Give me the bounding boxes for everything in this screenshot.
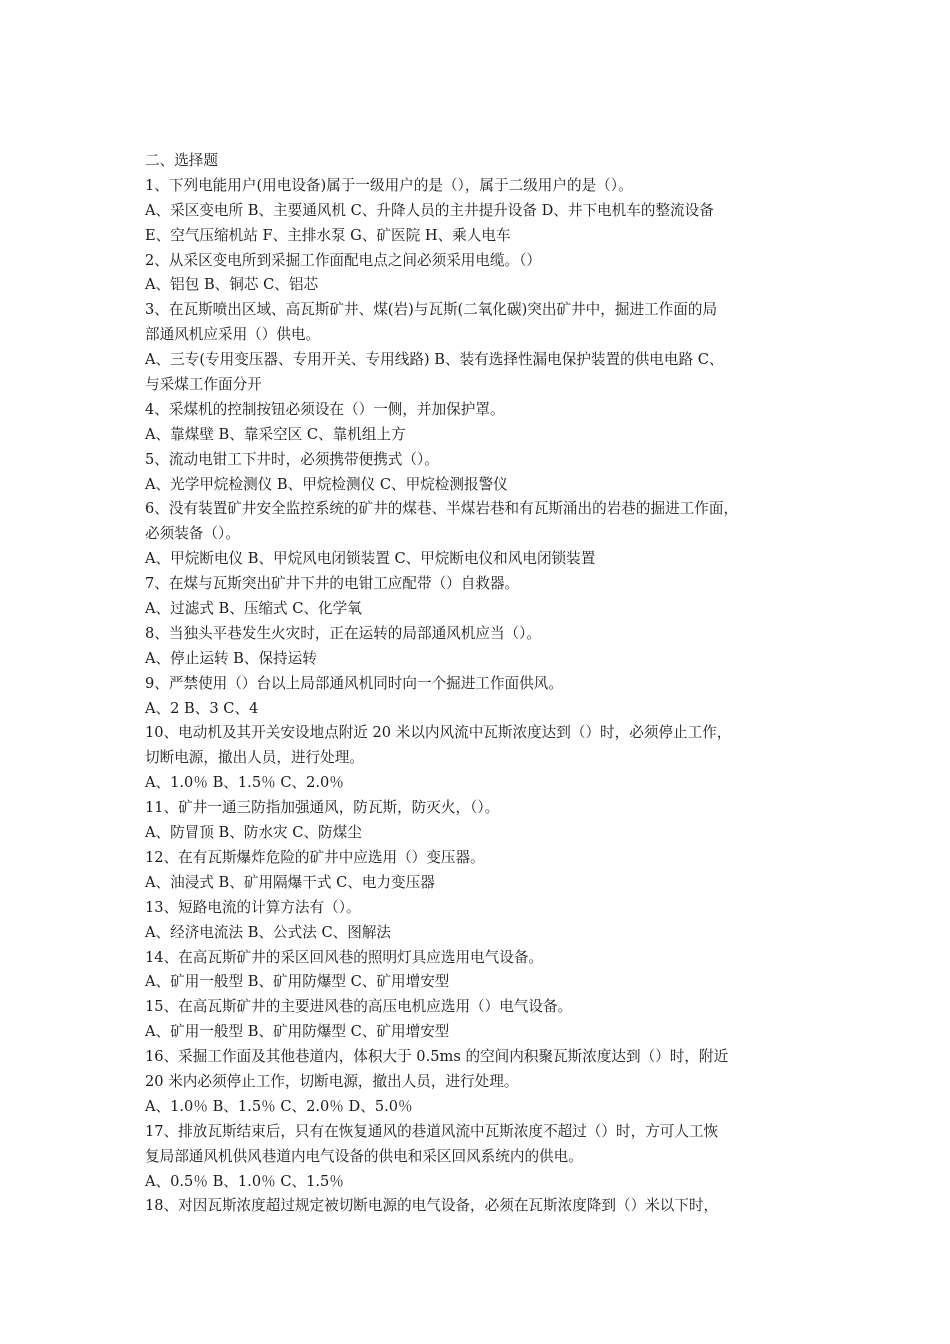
question-line: 11、矿井一通三防指加强通风，防瓦斯，防灭火，（）。 — [145, 799, 500, 817]
answer-options-line: A、采区变电所 B、主要通风机 C、升降人员的主井提升设备 D、井下电机车的整流设备 — [145, 201, 714, 219]
text-line: 复局部通风机供风巷道内电气设备的供电和采区回风系统内的供电。 — [145, 1147, 583, 1165]
answer-options-line: A、经济电流法 B、公式法 C、图解法 — [145, 923, 392, 941]
question-line: 17、排放瓦斯结束后，只有在恢复通风的巷道风流中瓦斯浓度不超过（）时，方可人工恢 — [145, 1122, 719, 1140]
text-line: 必须装备（）。 — [145, 525, 240, 543]
answer-options-line: A、防冒顶 B、防水灾 C、防煤尘 — [145, 824, 362, 842]
question-line: 13、短路电流的计算方法有（）。 — [145, 898, 361, 916]
answer-options-line: A、矿用一般型 B、矿用防爆型 C、矿用增安型 — [145, 1023, 450, 1041]
answer-options-line: A、矿用一般型 B、矿用防爆型 C、矿用增安型 — [145, 973, 450, 991]
answer-options-line: A、停止运转 B、保持运转 — [145, 649, 317, 667]
question-line: 2、从采区变电所到采掘工作面配电点之间必须采用电缆。（） — [145, 251, 542, 269]
answer-options-line: A、靠煤壁 B、靠采空区 C、靠机组上方 — [145, 425, 406, 443]
answer-options-line: A、1.0％ B、1.5％ C、2.0％ D、5.0％ — [145, 1097, 413, 1115]
question-line: 5、流动电钳工下井时，必须携带便携式（）。 — [145, 450, 439, 468]
text-line: 切断电源，撤出人员，进行处理。 — [145, 749, 364, 767]
question-line: 10、电动机及其开关安设地点附近 20 米以内风流中瓦斯浓度达到（）时，必须停止工作， — [145, 724, 732, 742]
question-line: 14、在高瓦斯矿井的采区回风巷的照明灯具应选用电气设备。 — [145, 948, 544, 966]
answer-options-line: A、甲烷断电仪 B、甲烷风电闭锁装置 C、甲烷断电仪和风电闭锁装置 — [145, 550, 596, 568]
section-heading: 二、选择题 — [145, 152, 218, 169]
question-line: 18、对因瓦斯浓度超过规定被切断电源的电气设备，必须在瓦斯浓度降到（）米以下时， — [145, 1197, 719, 1215]
question-line: 6、没有装置矿井安全监控系统的矿井的煤巷、半煤岩巷和有瓦斯涌出的岩巷的掘进工作面， — [145, 500, 739, 518]
question-line: 16、采掘工作面及其他巷道内，体积大于 0.5ms 的空间内积聚瓦斯浓度达到（）时，附近 — [145, 1048, 729, 1066]
question-line: 9、严禁使用（）台以上局部通风机同时向一个掘进工作面供风。 — [145, 674, 563, 692]
question-line: 7、在煤与瓦斯突出矿井下井的电钳工应配带（）自救器。 — [145, 575, 520, 593]
answer-options-line: A、三专(专用变压器、专用开关、专用线路) B、装有选择性漏电保护装置的供电电路 C、 — [145, 351, 724, 369]
text-line: 20 米内必须停止工作，切断电源，撤出人员，进行处理。 — [145, 1072, 519, 1090]
question-line: 4、采煤机的控制按钮必须设在（）一侧，并加保护罩。 — [145, 400, 505, 418]
document-body — [145, 149, 817, 1219]
question-line: 12、在有瓦斯爆炸危险的矿井中应选用（）变压器。 — [145, 848, 485, 866]
text-line: 部通风机应采用（）供电。 — [145, 326, 321, 344]
answer-options-line: A、0.5％ B、1.0％ C、1.5％ — [145, 1172, 344, 1190]
question-line: 8、当独头平巷发生火灾时，正在运转的局部通风机应当（）。 — [145, 624, 542, 642]
answer-options-line: A、2 B、3 C、4 — [145, 699, 259, 717]
question-line: 3、在瓦斯喷出区域、高瓦斯矿井、煤(岩)与瓦斯(二氧化碳)突出矿井中，掘进工作面的局 — [145, 301, 718, 319]
answer-options-line: A、铝包 B、铜芯 C、铝芯 — [145, 276, 319, 294]
question-line: 15、在高瓦斯矿井的主要进风巷的高压电机应选用（）电气设备。 — [145, 998, 573, 1016]
answer-options-line: A、光学甲烷检测仪 B、甲烷检测仪 C、甲烷检测报警仪 — [145, 475, 508, 493]
question-line: 1、下列电能用户(用电设备)属于一级用户的是（），属于二级用户的是（）。 — [145, 176, 633, 194]
answer-options-line: A、过滤式 B、压缩式 C、化学氧 — [145, 600, 362, 618]
text-line: 与采煤工作面分开 — [145, 376, 262, 394]
answer-options-line: A、1.0％ B、1.5％ C、2.0％ — [145, 774, 344, 792]
answer-options-line: A、油浸式 B、矿用隔爆干式 C、电力变压器 — [145, 873, 435, 891]
answer-options-line: E、空气压缩机站 F、主排水泵 G、矿医院 H、乘人电车 — [145, 226, 511, 244]
